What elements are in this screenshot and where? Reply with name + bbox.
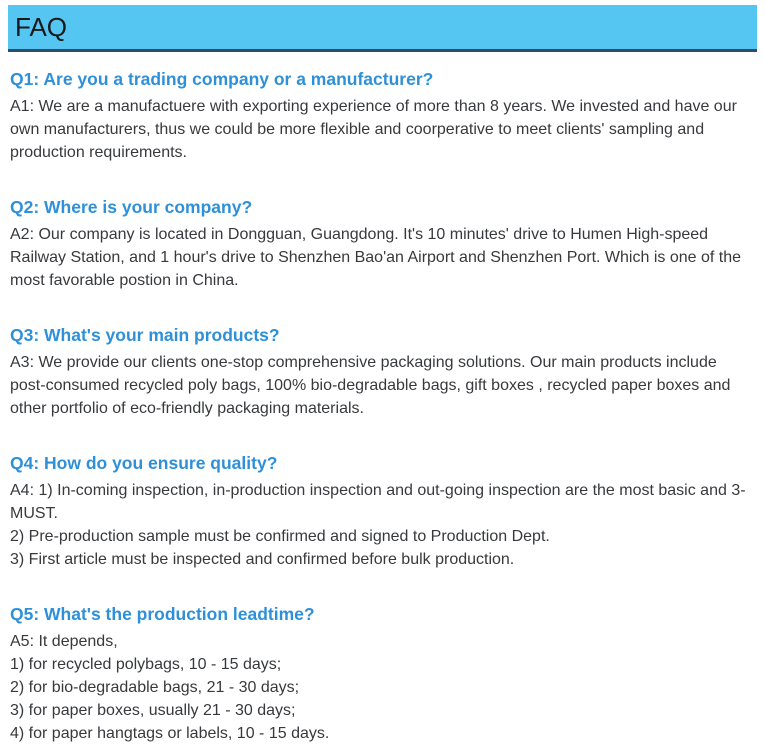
question-q3: Q3: What's your main products? <box>10 325 280 345</box>
answer-a2-paragraph: A2: Our company is located in Dongguan, Guangdong. It's 10 minutes' drive to Humen High-speed Railway Station, and 1 hour's drive to Shenzhen Bao'an Airport and Shenzhen Port. Which is one of the most favorable postion in China. <box>10 226 741 289</box>
answer-a5-line-5: 4) for paper hangtags or labels, 10 - 15 days. <box>10 725 330 742</box>
faq-section-header <box>8 5 757 52</box>
answer-a5-line-4: 3) for paper boxes, usually 21 - 30 days; <box>10 702 296 719</box>
question-q2: Q2: Where is your company? <box>10 197 253 217</box>
faq-content <box>0 68 765 745</box>
faq-item-q1 <box>10 68 755 164</box>
answer-a2 <box>10 223 755 292</box>
faq-item-q2 <box>10 196 755 292</box>
question-q4: Q4: How do you ensure quality? <box>10 453 278 473</box>
answer-a5-line-2: 1) for recycled polybags, 10 - 15 days; <box>10 656 282 673</box>
answer-a4-line-2: 2) Pre-production sample must be confirmed and signed to Production Dept. <box>10 528 550 545</box>
faq-item-q4 <box>10 452 755 571</box>
answer-a3-paragraph: A3: We provide our clients one-stop comprehensive packaging solutions. Our main products include post-consumed recycled poly bags, 100% bio-degradable bags, gift boxes , recycled paper boxes and other portfolio of eco-friendly packaging materials. <box>10 354 731 417</box>
faq-item-q3 <box>10 324 755 420</box>
answer-a1-paragraph: A1: We are a manufactuere with exporting experience of more than 8 years. We invested and have our own manufacturers, thus we could be more flexible and coorperative to meet clients' sampling and production requirements. <box>10 98 737 161</box>
answer-a5-line-1: A5: It depends, <box>10 633 118 650</box>
question-q1: Q1: Are you a trading company or a manufacturer? <box>10 69 434 89</box>
answer-a4-line-1: A4: 1) In-coming inspection, in-production inspection and out-going inspection are the most basic and 3-MUST. <box>10 482 746 522</box>
answer-a5-line-3: 2) for bio-degradable bags, 21 - 30 days; <box>10 679 300 696</box>
answer-a1 <box>10 95 755 164</box>
answer-a5 <box>10 630 755 745</box>
answer-a4 <box>10 479 755 571</box>
answer-a4-line-3: 3) First article must be inspected and confirmed before bulk production. <box>10 551 515 568</box>
answer-a3 <box>10 351 755 420</box>
question-q5: Q5: What's the production leadtime? <box>10 604 315 624</box>
faq-page <box>0 5 765 748</box>
faq-section-title: FAQ <box>15 11 68 42</box>
faq-item-q5 <box>10 603 755 745</box>
